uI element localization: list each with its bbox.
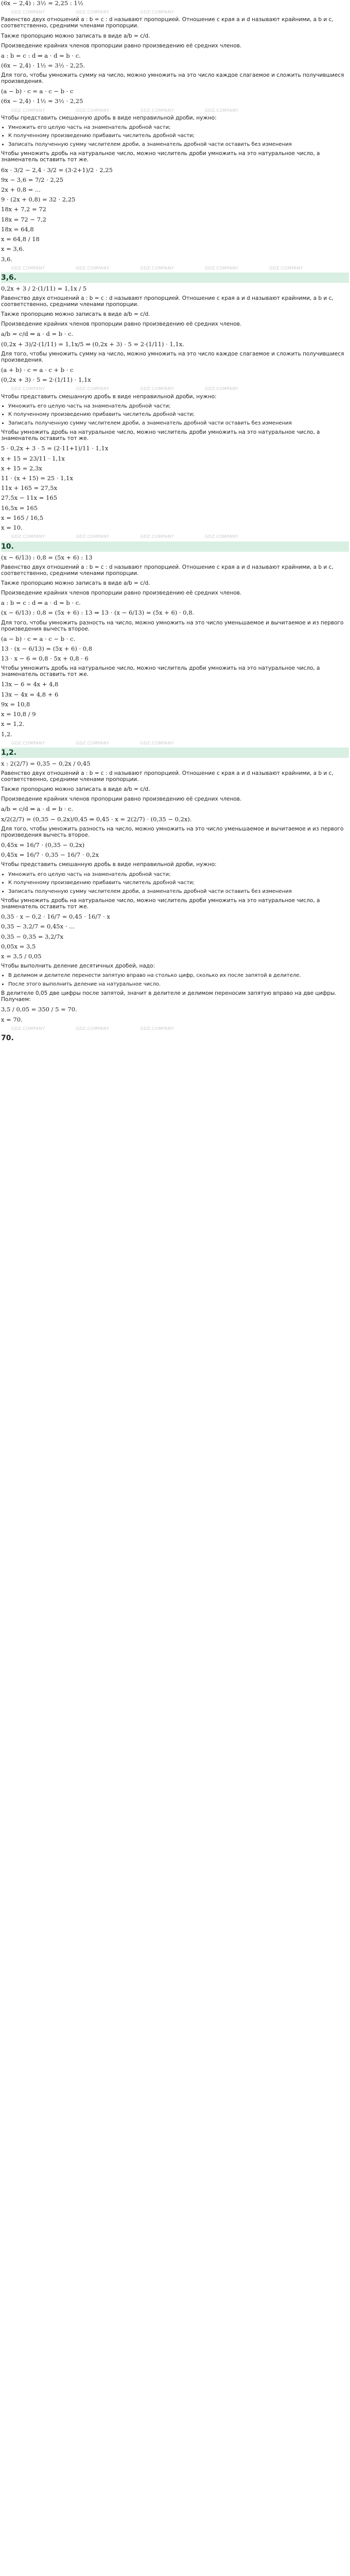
equation: x = 165 / 16,5 — [1, 514, 44, 521]
equation: 11 · (x + 15) = 25 · 1,1x — [1, 474, 73, 482]
watermark: GDZ.COMPANY — [76, 534, 110, 539]
watermark: GDZ.COMPANY — [76, 1026, 110, 1031]
equation: x = 1,2. — [1, 720, 25, 728]
watermark: GDZ.COMPANY — [11, 1026, 45, 1031]
watermark: GDZ.COMPANY — [140, 1026, 174, 1031]
watermark-row — [11, 741, 349, 745]
watermark: GDZ.COMPANY — [140, 108, 174, 113]
rule-text: Чтобы представить смешанную дробь в виде неправильной дроби, нужно: — [1, 114, 217, 121]
equation: 16,5x = 165 — [1, 504, 38, 512]
watermark: GDZ.COMPANY — [11, 534, 45, 539]
equation: 11x + 165 = 27,5x — [1, 484, 58, 492]
watermark: GDZ.COMPANY — [204, 265, 239, 270]
list-item: • В делимом и делителе перенести запятую вправо на столько цифр, сколько их после запятой в делителе. — [8, 973, 349, 979]
rule-text: Равенство двух отношений a : b = c : d называют пропорцией. Отношение с края a и d называют крайними, а b и c, соответственно, средними членами пропорции. — [1, 564, 334, 577]
equation: 3,5 / 0,05 = 350 / 5 = 70. — [1, 1006, 77, 1013]
equation: 0,2x + 3 / 2·(1/11) = 1,1x / 5 — [1, 285, 87, 292]
equation: 9 · (2x + 0,8) = 32 · 2,25 — [1, 196, 76, 204]
equation: (0,2x + 3) · 5 = 2·(1/11) · 1,1x — [1, 376, 91, 384]
equation: (6x − 2,4) : 3½ = 2,25 : 1½ — [1, 0, 83, 7]
equation: 3,6. — [1, 255, 12, 263]
equation: (0,2x + 3)/2·(1/11) = 1,1x/5 ⇒ (0,2x + 3) · 5 = 2·(1/11) · 1,1x. — [1, 340, 184, 348]
answer-band: 3,6. — [1, 273, 349, 283]
equation: 18x + 7,2 = 72 — [1, 206, 46, 213]
list-item: • Умножить его целую часть на знаменатель дробной части; — [8, 403, 349, 410]
equation: x + 15 = 2,3x — [1, 464, 42, 472]
watermark: GDZ.COMPANY — [11, 386, 45, 392]
equation: x = 70. — [1, 1015, 23, 1023]
equation: 2x + 0,8 = ... — [1, 185, 41, 193]
rule-text: Чтобы представить смешанную дробь в виде неправильной дроби, нужно: — [1, 861, 217, 868]
rule-text: Произведение крайних членов пропорции равно произведению её средних членов. — [1, 321, 242, 328]
equation: x = 3,6. — [1, 245, 25, 253]
equation: 0,35 − 3,2/7 = 0,45x · ... — [1, 923, 75, 930]
watermark: GDZ.COMPANY — [204, 386, 239, 392]
equation: 9x − 3,6 = 7/2 · 2,25 — [1, 176, 64, 183]
equation: 13 · x − 6 = 0,8 · 5x + 0,8 · 6 — [1, 655, 89, 663]
equation: 18x = 64,8 — [1, 225, 34, 233]
rule-text: Чтобы умножить дробь на натуральное число, можно числитель дроби умножить на это натуральное число, а знаменатель оставить тот же. — [1, 665, 320, 678]
list-item: • Записать полученную сумму числителем дроби, а знаменатель дробной части оставить без изменения — [8, 142, 349, 148]
watermark: GDZ.COMPANY — [11, 740, 45, 745]
watermark: GDZ.COMPANY — [140, 265, 174, 270]
equation: 6x · 3/2 − 2,4 · 3/2 = (3·2+1)/2 · 2,25 — [1, 166, 113, 174]
rule-text: Равенство двух отношений a : b = c : d называют пропорцией. Отношение с края a и d называют крайними, а b и c, соответственно, средними членами пропорции. — [1, 16, 334, 29]
list-item: • Умножить его целую часть на знаменатель дробной части; — [8, 872, 349, 878]
list-item: • К полученному произведению прибавить числитель дробной части; — [8, 412, 349, 418]
rule-text: Чтобы умножить дробь на натуральное число, можно числитель дроби умножить на это натуральное число, а знаменатель оставить тот же. — [1, 150, 320, 163]
equation: a/b = c/d ⇒ a · d = b · c. — [1, 805, 74, 813]
rule-text: Произведение крайних членов пропорции равно произведению её средних членов. — [1, 590, 242, 596]
watermark-row — [11, 386, 349, 391]
equation: (a − b) · c = a · c − b · c. — [1, 635, 76, 642]
decimal-division-steps — [1, 973, 349, 987]
rule-text: Произведение крайних членов пропорции равно произведению её средних членов. — [1, 42, 242, 49]
list-item: • Записать полученную сумму числителем дроби, а знаменатель дробной части оставить без изменения — [8, 420, 349, 427]
rule-text: Для того, чтобы умножить сумму на число, можно умножить на это число каждое слагаемое и сложить получившиеся произведения. — [1, 350, 344, 363]
watermark: GDZ.COMPANY — [269, 265, 303, 270]
list-item: • После этого выполнить деление на натуральное число. — [8, 981, 349, 988]
equation: (6x − 2,4) · 1½ = 3½ · 2,25 — [1, 97, 83, 105]
equation: 0,05x = 3,5 — [1, 942, 36, 950]
rule-text: Произведение крайних членов пропорции равно произведению её средних членов. — [1, 796, 242, 803]
rule-text: Также пропорцию можно записать в виде a/b = c/d. — [1, 786, 150, 793]
watermark: GDZ.COMPANY — [140, 740, 174, 745]
watermark: GDZ.COMPANY — [76, 265, 110, 270]
equation: (6x − 2,4) · 1½ = 3½ · 2,25. — [1, 61, 85, 69]
watermark-row — [11, 534, 349, 539]
equation: x + 15 = 23/11 · 1,1x — [1, 454, 65, 462]
mixed-fraction-steps — [1, 125, 349, 148]
watermark: GDZ.COMPANY — [76, 10, 110, 15]
equation: 0,35 · x − 0,2 · 16/7 = 0,45 · 16/7 · x — [1, 913, 110, 921]
equation: x = 3,5 / 0,05 — [1, 953, 42, 960]
equation: 1,2. — [1, 730, 12, 738]
watermark-row — [11, 108, 349, 113]
equation: 13 · (x − 6/13) = (5x + 6) · 0,8 — [1, 645, 93, 652]
rule-text: Также пропорцию можно записать в виде a/b = c/d. — [1, 32, 150, 39]
equation: x = 10,8 / 9 — [1, 710, 36, 718]
equation: a/b = c/d ⇒ a · d = b · c. — [1, 330, 74, 338]
list-item: • Записать полученную сумму числителем дроби, а знаменатель дробной части оставить без изменения — [8, 889, 349, 895]
rule-text: Чтобы умножить дробь на натуральное число, можно числитель дроби умножить на это натуральное число, а знаменатель оставить тот же. — [1, 429, 320, 442]
watermark-row — [11, 10, 349, 14]
watermark-row — [11, 266, 349, 270]
solution-content — [1, 0, 349, 1046]
equation: 18x = 72 − 7,2 — [1, 215, 46, 223]
equation: x = 10. — [1, 524, 23, 532]
watermark: GDZ.COMPANY — [140, 10, 174, 15]
equation: 13x − 4x = 4,8 + 6 — [1, 690, 59, 698]
equation: 9x = 10,8 — [1, 700, 30, 708]
answer-band: 1,2. — [1, 748, 349, 758]
watermark: GDZ.COMPANY — [76, 740, 110, 745]
equation: 13x − 6 = 4x + 4,8 — [1, 681, 59, 688]
rule-text: Также пропорцию можно записать в виде a/b = c/d. — [1, 580, 150, 586]
equation: (x − 6/13) : 0,8 = (5x + 6) : 13 — [1, 553, 93, 561]
list-item: • Умножить его целую часть на знаменатель дробной части; — [8, 125, 349, 131]
rule-text: Чтобы представить смешанную дробь в виде неправильной дроби, нужно: — [1, 393, 217, 400]
equation: (a − b) · c = a · c − b · c — [1, 88, 74, 95]
rule-text: В делителе 0,05 две цифры после запятой, значит в делителе и делимом переносим запятую вправо на две цифры. Получаем: — [1, 990, 337, 1003]
answer-band: 70. — [1, 1033, 349, 1043]
rule-text: Чтобы выполнить деление десятичных дробей, надо: — [1, 963, 155, 970]
rule-text: Равенство двух отношений a : b = c : d называют пропорцией. Отношение с края a и d называют крайними, а b и c, соответственно, средними членами пропорции. — [1, 770, 334, 783]
equation: 27,5x − 11x = 165 — [1, 494, 58, 502]
list-item: • К полученному произведению прибавить числитель дробной части; — [8, 133, 349, 139]
list-item: • К полученному произведению прибавить числитель дробной части; — [8, 880, 349, 886]
mixed-fraction-steps — [1, 872, 349, 895]
equation: 0,45x = 16/7 · (0,35 − 0,2x) — [1, 841, 85, 849]
watermark: GDZ.COMPANY — [204, 108, 239, 113]
watermark: GDZ.COMPANY — [76, 386, 110, 392]
rule-text: Для того, чтобы умножить разность на число, можно умножить на это число уменьшаемое и вычитаемое и из первого произведения вычесть второе. — [1, 619, 344, 632]
watermark: GDZ.COMPANY — [204, 534, 239, 539]
equation: (x − 6/13) : 0,8 = (5x + 6) : 13 ⇒ 13 · (x − 6/13) = (5x + 6) · 0,8. — [1, 609, 195, 617]
rule-text: Для того, чтобы умножить разность на число, можно умножить на это число уменьшаемое и вычитаемое и из первого произведения вычесть второе. — [1, 825, 344, 838]
rule-text: Равенство двух отношений a : b = c : d называют пропорцией. Отношение с края a и d называют крайними, а b и c, соответственно, средними членами пропорции. — [1, 295, 334, 308]
watermark: GDZ.COMPANY — [11, 265, 45, 270]
mixed-fraction-steps — [1, 403, 349, 427]
equation: 0,45x = 16/7 · 0,35 − 16/7 · 0,2x — [1, 851, 99, 859]
watermark: GDZ.COMPANY — [140, 386, 174, 392]
equation: 0,35 − 0,35 = 3,2/7x — [1, 933, 64, 940]
rule-text: Чтобы умножить дробь на натуральное число, можно числитель дроби умножить на это натуральное число, а знаменатель оставить тот же. — [1, 897, 320, 910]
watermark: GDZ.COMPANY — [11, 108, 45, 113]
watermark: GDZ.COMPANY — [76, 108, 110, 113]
equation: x : 2(2/7) = 0,35 − 0,2x / 0,45 — [1, 760, 91, 767]
rule-text: Для того, чтобы умножить сумму на число, можно умножить на это число каждое слагаемое и сложить получившиеся произведения. — [1, 72, 344, 85]
watermark: GDZ.COMPANY — [11, 10, 45, 15]
rule-text: Также пропорцию можно записать в виде a/b = c/d. — [1, 311, 150, 318]
watermark: GDZ.COMPANY — [140, 534, 174, 539]
answer-band: 10. — [1, 541, 349, 552]
equation: (a + b) · c = a · c + b · c — [1, 366, 74, 374]
equation: 5 · 0,2x + 3 · 5 = (2·11+1)/11 · 1,1x — [1, 445, 109, 452]
watermark-row — [11, 1026, 349, 1031]
equation: x/2(2/7) = (0,35 − 0,2x)/0,45 ⇒ 0,45 · x = 2(2/7) · (0,35 − 0,2x). — [1, 815, 192, 823]
equation: x = 64,8 / 18 — [1, 235, 40, 243]
equation: a : b = c : d ⇒ a · d = b · c. — [1, 599, 81, 607]
equation: a : b = c : d ⇒ a · d = b · c. — [1, 52, 81, 59]
